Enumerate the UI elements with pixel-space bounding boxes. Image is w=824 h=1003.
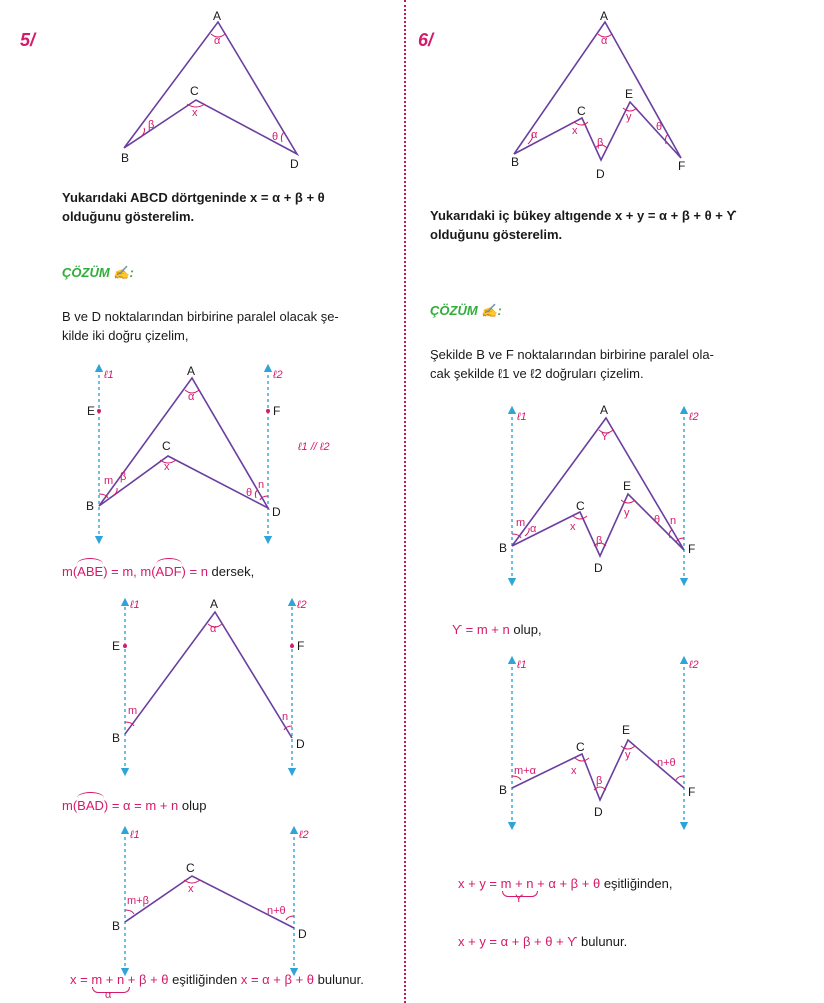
fig6b-arc-y — [621, 500, 635, 503]
fig5b-point-e — [97, 409, 101, 413]
fig6b-upsilon: ϒ — [601, 431, 610, 443]
fig6b-n: n — [670, 515, 677, 527]
fig5c-l1: ℓ1 — [130, 599, 140, 611]
fig6b-alpha: α — [530, 523, 537, 535]
fig5c-l2: ℓ2 — [297, 599, 307, 611]
fig5a-label-c: C — [190, 84, 199, 98]
problem-6-statement-line1: Yukarıdaki iç bükey altıgende x + y = α + β + θ + ϒ — [430, 208, 737, 223]
fig5d-label-c: C — [186, 861, 195, 875]
fig6a-beta: β — [597, 137, 604, 149]
fig6b-l1: ℓ1 — [517, 411, 527, 423]
fig6c-arc-x — [575, 758, 589, 761]
fig5d-arc-m — [125, 910, 134, 914]
fig5c-label-f: F — [297, 639, 305, 653]
p6-eq3-tail: bulunur. — [580, 934, 628, 949]
fig5b-label-d: D — [272, 505, 281, 519]
step2-lead: m( — [62, 798, 78, 813]
fig6a-alpha-b: α — [531, 129, 538, 141]
step1-tail: dersek, — [211, 564, 255, 579]
figure-5-quadrilateral — [121, 9, 299, 171]
fig6b-arc-alpha — [525, 528, 529, 536]
angle-bad: BAD — [77, 798, 104, 813]
problem-6-solution-label: ÇÖZÜM ✍: — [430, 303, 502, 318]
fig5d-l2: ℓ2 — [299, 829, 309, 841]
fig5a-alpha: α — [214, 35, 221, 47]
problem-6-text1-line2: cak şekilde ℓ1 ve ℓ2 doğruları çizelim. — [430, 366, 644, 381]
fig5c-m: m — [128, 705, 138, 717]
fig6b-label-f: F — [688, 542, 696, 556]
fig5b-label-c: C — [162, 439, 171, 453]
fig6c-label-d: D — [594, 805, 603, 819]
step2-tail: olup — [181, 798, 207, 813]
fig5b-label-a: A — [187, 364, 196, 378]
fig5c-label-e: E — [112, 639, 121, 653]
fig5c-point-e — [123, 644, 127, 648]
fig5a-x: x — [192, 107, 198, 119]
fig6a-label-e: E — [625, 87, 634, 101]
fig6b-beta: β — [596, 535, 603, 547]
problem-5-statement-line2: olduğunu gösterelim. — [62, 209, 195, 224]
fig6a-label-b: B — [511, 155, 520, 169]
fig5a-label-d: D — [290, 157, 299, 171]
fig5d-label-b: B — [112, 919, 121, 933]
fig6a-x: x — [572, 125, 578, 137]
problem-6-statement-line2: olduğunu gösterelim. — [430, 227, 563, 242]
problem-5-statement-line1: Yukarıdaki ABCD dörtgeninde x = α + β + θ — [62, 190, 325, 205]
fig6c-shape — [512, 740, 684, 800]
fig5c-label-a: A — [210, 597, 219, 611]
figure-5-parallels — [86, 364, 330, 540]
fig5b-x: x — [164, 461, 170, 473]
p6-eq2: x + y = m + n + α + β + θ — [458, 876, 601, 891]
final-result: x = α + β + θ — [240, 972, 314, 987]
final-equation: x = m + n + β + θ — [70, 972, 169, 987]
fig6c-label-e: E — [622, 723, 631, 737]
fig5a-beta: β — [148, 119, 155, 131]
fig5c-label-b: B — [112, 731, 121, 745]
fig6b-label-a: A — [600, 403, 609, 417]
fig6c-l2: ℓ2 — [689, 659, 699, 671]
final-mid: eşitliğinden — [172, 972, 238, 987]
fig6b-label-c: C — [576, 499, 585, 513]
fig6a-y: y — [626, 111, 632, 123]
fig5d-n-plus-theta: n+θ — [267, 905, 286, 917]
figure-5-bad — [112, 597, 307, 772]
figure-6-parallels — [499, 403, 699, 582]
fig6a-label-d: D — [596, 167, 605, 181]
figure-6-combined — [499, 659, 699, 826]
figure-5-bcd — [112, 829, 309, 972]
p6-step1-tail: olup, — [513, 622, 542, 637]
fig6c-beta: β — [596, 775, 603, 787]
problem-5-text1-line1: B ve D noktalarından birbirine paralel olacak şe- — [62, 309, 339, 324]
fig6a-label-c: C — [577, 104, 586, 118]
final-under-label: α — [105, 989, 112, 1001]
fig5a-label-a: A — [213, 9, 222, 23]
fig5a-arc-theta — [281, 132, 284, 142]
fig5c-label-d: D — [296, 737, 305, 751]
fig6a-alpha: α — [601, 35, 608, 47]
fig5b-label-e: E — [87, 404, 96, 418]
fig5b-alpha: α — [188, 391, 195, 403]
p6-eq3: x + y = α + β + θ + ϒ — [458, 934, 578, 949]
problem-5-text1-line2: kilde iki doğru çizelim, — [62, 328, 189, 343]
p6-step1-eq: ϒ = m + n — [452, 622, 510, 637]
figure-6-hexagon — [511, 9, 685, 181]
p6-eq2-tail: eşitliğinden, — [603, 876, 673, 891]
fig5d-l1: ℓ1 — [130, 829, 140, 841]
fig5b-label-f: F — [273, 404, 281, 418]
p6-eq2-under: ϒ — [515, 893, 524, 905]
fig5c-point-f — [290, 644, 294, 648]
fig5c-alpha: α — [210, 623, 217, 635]
fig6b-x: x — [570, 521, 576, 533]
fig5b-beta: β — [120, 471, 127, 483]
problem-6-text1-line1: Şekilde B ve F noktalarından birbirine paralel ola- — [430, 347, 714, 362]
fig6c-l1: ℓ1 — [517, 659, 527, 671]
fig6c-label-c: C — [576, 740, 585, 754]
fig5b-theta: θ — [246, 487, 253, 499]
fig6b-theta: θ — [654, 514, 661, 526]
problem-5-number: 5/ — [20, 30, 36, 50]
fig6a-label-f: F — [678, 159, 686, 173]
fig6a-label-a: A — [600, 9, 609, 23]
angle-abe: ABE — [77, 564, 104, 579]
fig5b-shape — [99, 378, 268, 508]
fig5b-parallel-note: ℓ1 // ℓ2 — [298, 441, 330, 453]
fig5b-n: n — [258, 479, 265, 491]
fig6b-m: m — [516, 517, 526, 529]
fig5a-label-b: B — [121, 151, 130, 165]
fig5d-shape — [125, 876, 294, 928]
fig5a-theta: θ — [272, 131, 279, 143]
fig6c-arc-n-theta — [676, 776, 684, 780]
fig6a-theta: θ — [656, 121, 663, 133]
fig6b-label-e: E — [623, 479, 632, 493]
fig6b-label-d: D — [594, 561, 603, 575]
fig6b-l2: ℓ2 — [689, 411, 699, 423]
fig6c-n-plus-theta: n+θ — [657, 757, 676, 769]
fig5c-n: n — [282, 711, 289, 723]
step1-end: ) = n — [181, 564, 208, 579]
fig5b-label-b: B — [86, 499, 95, 513]
fig6b-y: y — [624, 507, 630, 519]
fig6c-y: y — [625, 749, 631, 761]
fig5d-x: x — [188, 883, 194, 895]
fig6c-x: x — [571, 765, 577, 777]
problem-5-solution-label: ÇÖZÜM ✍: — [62, 265, 134, 280]
angle-adf: ADF — [155, 564, 182, 579]
fig6b-arc-x — [573, 516, 587, 519]
step2-end: ) = α = m + n — [103, 798, 179, 813]
fig6c-label-b: B — [499, 783, 508, 797]
fig5b-m: m — [104, 475, 114, 487]
fig6b-label-b: B — [499, 541, 508, 555]
step1-lead: m( — [62, 564, 78, 579]
fig6c-label-f: F — [688, 785, 696, 799]
fig5b-l1: ℓ1 — [104, 369, 114, 381]
step1-mid: ) = m, m( — [103, 564, 156, 579]
fig5c-shape — [125, 612, 292, 738]
fig5b-point-f — [266, 409, 270, 413]
fig5b-l2: ℓ2 — [273, 369, 283, 381]
fig5d-m-plus-beta: m+β — [127, 895, 149, 907]
fig6c-m-plus-alpha: m+α — [514, 765, 536, 777]
problem-6-number: 6/ — [418, 30, 434, 50]
fig5d-arc-n — [286, 916, 294, 920]
final-tail: bulunur. — [317, 972, 364, 987]
fig5d-label-d: D — [298, 927, 307, 941]
